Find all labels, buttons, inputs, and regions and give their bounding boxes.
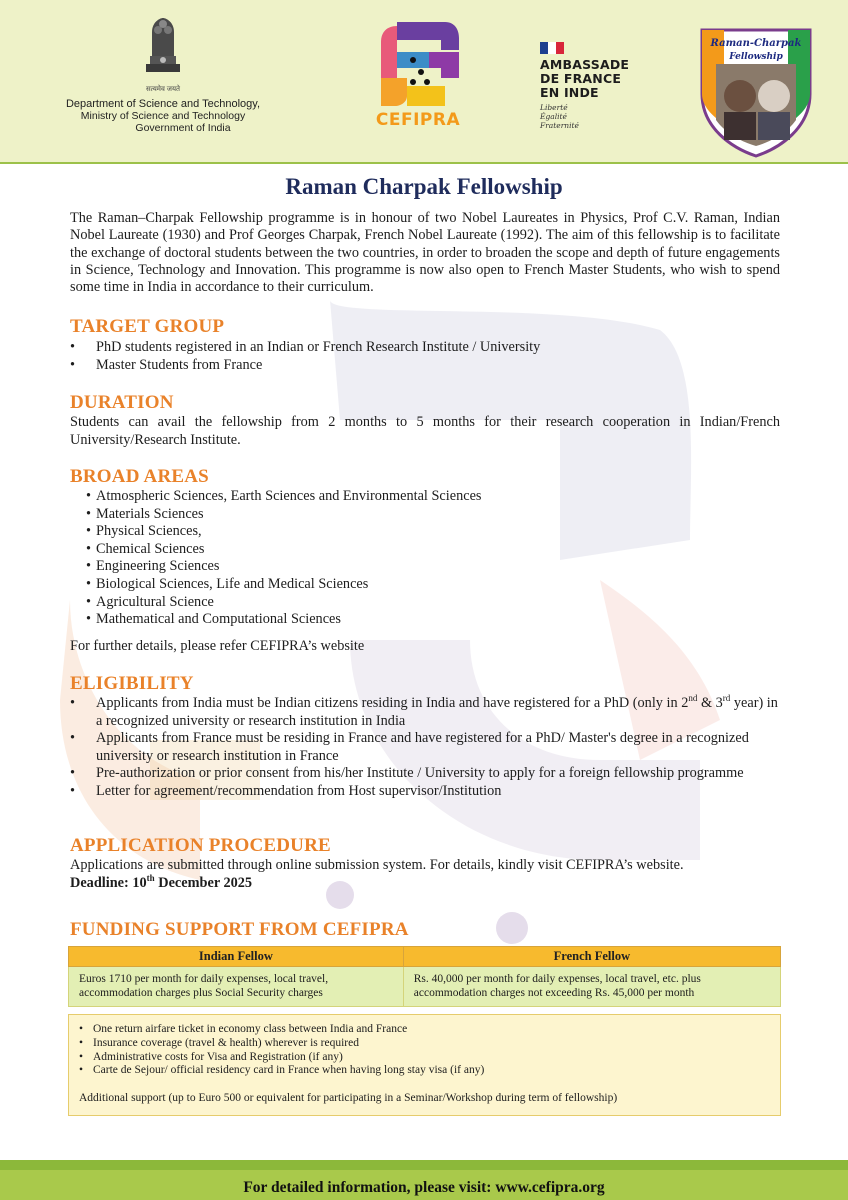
dst-government: Government of India xyxy=(135,122,231,134)
table-header-row xyxy=(69,947,781,967)
broad-areas-list xyxy=(86,488,482,629)
list-item: • One return airfare ticket in economy class between India and France xyxy=(79,1023,770,1037)
broad-areas-heading: BROAD AREAS xyxy=(70,466,209,487)
application-heading: APPLICATION PROCEDURE xyxy=(70,835,331,856)
french-flag-icon xyxy=(540,42,660,54)
ambassade-logo xyxy=(540,42,660,130)
list-item: • Biological Sciences, Life and Medical Sciences xyxy=(86,576,482,594)
header-band xyxy=(0,0,848,164)
duration-text: Students can avail the fellowship from 2 months to 5 months for their research cooperation in Indian/French University/Research Institute. xyxy=(70,414,780,448)
list-item: • Letter for agreement/recommendation from Host supervisor/Institution xyxy=(70,782,502,799)
deadline-text: Deadline: 10th December 2025 xyxy=(70,873,253,891)
column-header-french: French Fellow xyxy=(403,947,780,967)
footer-website-link[interactable]: For detailed information, please visit: www.cefipra.org xyxy=(243,1179,605,1196)
common-support-box xyxy=(68,1014,781,1116)
target-group-heading: TARGET GROUP xyxy=(70,316,225,337)
national-emblem-icon xyxy=(138,12,188,84)
list-item: • Physical Sciences, xyxy=(86,523,482,541)
list-item: • Mathematical and Computational Sciences xyxy=(86,611,482,629)
cefipra-label: CEFIPRA xyxy=(375,110,461,130)
cefipra-logo xyxy=(368,16,468,130)
fellowship-badge xyxy=(694,24,818,158)
list-item: • Applicants from India must be Indian citizens residing in India and have registered for a PhD (only in 2nd & 3rd year) in a recognized university or research institution in India xyxy=(70,693,778,729)
emblem-motto: सत्यमेव जयते xyxy=(145,86,181,93)
badge-title: Raman-Charpak xyxy=(710,38,802,49)
table-row xyxy=(69,967,781,1007)
target-group-list xyxy=(70,339,780,374)
dst-logo-block xyxy=(58,12,268,134)
motto-fraternite: Fraternité xyxy=(540,121,579,130)
list-item: • Master Students from France xyxy=(70,356,263,373)
list-item: • Applicants from France must be residing in France and have registered for a PhD/ Master's degree in a recognized university or research institution in France xyxy=(70,730,749,764)
list-item: • Atmospheric Sciences, Earth Sciences and Environmental Sciences xyxy=(86,488,482,506)
funding-table xyxy=(68,946,781,1007)
list-item: • Agricultural Science xyxy=(86,594,482,612)
ambassade-line-3: EN INDE xyxy=(540,85,599,100)
page-title: Raman Charpak Fellowship xyxy=(285,174,563,199)
eligibility-heading: ELIGIBILITY xyxy=(70,673,194,694)
motto-liberte: Liberté xyxy=(540,103,568,112)
list-item: • Insurance coverage (travel & health) wherever is required xyxy=(79,1037,770,1051)
list-item: • Chemical Sciences xyxy=(86,541,482,559)
ambassade-line-1: AMBASSADE xyxy=(540,57,630,72)
french-fellow-support: Rs. 40,000 per month for daily expenses, local travel, etc. plus accommodation charges not exceeding Rs. 45,000 per month xyxy=(403,967,780,1007)
application-text: Applications are submitted through online submission system. For details, kindly visit CEFIPRA’s website. xyxy=(70,857,684,873)
broad-areas-note: For further details, please refer CEFIPRA’s website xyxy=(70,638,365,654)
column-header-indian: Indian Fellow xyxy=(69,947,404,967)
list-item: • Engineering Sciences xyxy=(86,558,482,576)
list-item: • Administrative costs for Visa and Registration (if any) xyxy=(79,1051,770,1065)
indian-fellow-support: Euros 1710 per month for daily expenses, local travel, accommodation charges plus Social Security charges xyxy=(69,967,404,1007)
list-item: • Materials Sciences xyxy=(86,506,482,524)
cefipra-mark-icon xyxy=(375,16,461,108)
duration-heading: DURATION xyxy=(70,392,174,413)
ambassade-line-2: DE FRANCE xyxy=(540,71,622,86)
intro-paragraph: The Raman–Charpak Fellowship programme is in honour of two Nobel Laureates in Physics, Prof C.V. Raman, Indian Nobel Laureate (1930) and Prof Georges Charpak, French Nobel Laureate (1992). The aim of this fellowship is to facilitate the exchange of doctoral students between the two countries, in order to broaden the scope and depth of future engagements in Science, Technology and Innovation. This programme is now also open to French Master Students, who wish to spend some time in India in accordance to their curriculum. xyxy=(70,210,780,296)
dst-department: Department of Science and Technology, xyxy=(65,98,261,110)
list-item: • Carte de Sejour/ official residency card in France when having long stay visa (if any) xyxy=(79,1064,770,1078)
common-support-list xyxy=(79,1023,770,1078)
additional-support-note: Additional support (up to Euro 500 or equivalent for participating in a Seminar/Workshop during term of fellowship) xyxy=(79,1092,618,1105)
eligibility-list xyxy=(70,695,780,800)
badge-subtitle: Fellowship xyxy=(729,52,783,62)
footer-stripe xyxy=(0,1160,848,1170)
list-item: • Pre-authorization or prior consent from his/her Institute / University to apply for a foreign fellowship programme xyxy=(70,765,744,781)
dst-ministry: Ministry of Science and Technology xyxy=(80,110,246,122)
list-item: • PhD students registered in an Indian or French Research Institute / University xyxy=(70,339,541,355)
footer-band xyxy=(0,1160,848,1200)
motto-egalite: Égalité xyxy=(540,112,567,121)
funding-heading: FUNDING SUPPORT FROM CEFIPRA xyxy=(70,919,409,940)
